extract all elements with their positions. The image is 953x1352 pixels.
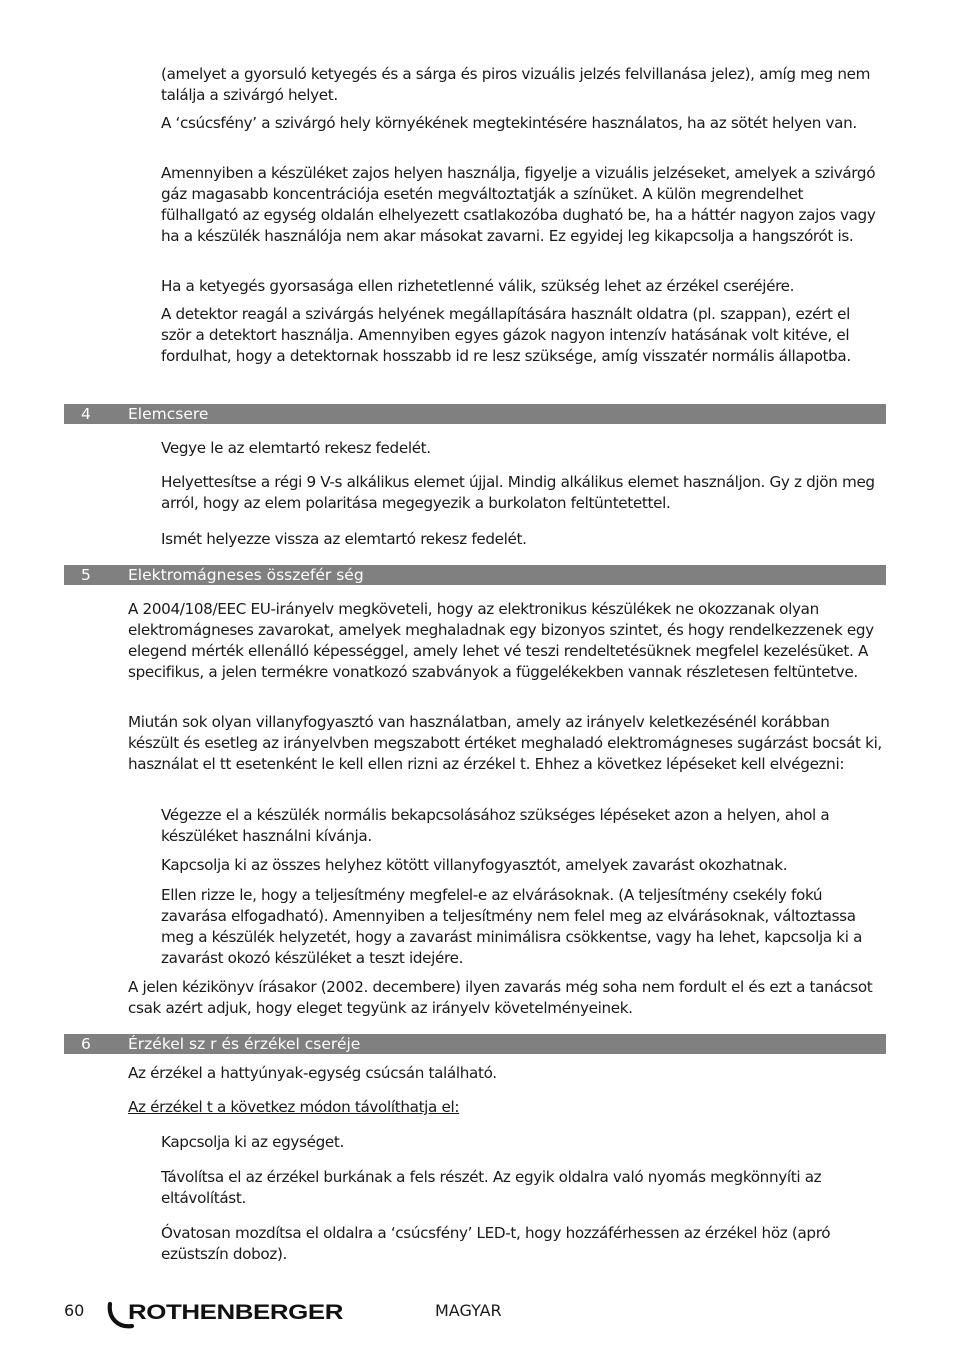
section-heading-bar <box>64 1034 886 1054</box>
section-heading-bar <box>64 565 886 585</box>
section-title: Elektromágneses összefér ség <box>128 566 364 584</box>
paragraph: A detektor reagál a szivárgás helyének megállapítására használt oldatra (pl. szappan), ezért el ször a detektort használja. Amennyiben egyes gázok nagyon intenzív hatásának volt kitéve, el fordulhat, hogy a detektornak hosszabb id re lesz szüksége, amíg visszatér normális állapotba. <box>161 305 851 365</box>
paragraph: Végezze el a készülék normális bekapcsolásához szükséges lépéseket azon a helyen, ahol a készüléket használni kívánja. <box>161 806 830 845</box>
section-number: 4 <box>81 405 91 423</box>
section-heading-bar <box>64 404 886 424</box>
paragraph: Ellen rizze le, hogy a teljesítmény megfelel-e az elvárásoknak. (A teljesítmény csekély fokú zavarása elfogadható). Amennyiben a teljesítmény nem felel meg az elvárásoknak, változtassa meg a készülék helyzetét, hogy a zavarást minimálisra csökkentse, vagy ha lehet, kapcsolja ki a zavarást okozó készüléket a teszt idejére. <box>161 886 863 967</box>
paragraph: Helyettesítse a régi 9 V-s alkálikus elemet újjal. Mindig alkálikus elemet használjon. Gy z djön meg arról, hogy az elem polaritása megegyezik a burkolaton feltüntetettel. <box>161 473 875 512</box>
section-number: 6 <box>81 1035 91 1053</box>
paragraph: Az érzékel a hattyúnyak-egység csúcsán található. <box>128 1064 497 1082</box>
paragraph: (amelyet a gyorsuló ketyegés és a sárga és piros vizuális jelzés felvillanása jelez), amíg meg nem találja a szivárgó helyet. <box>161 65 871 104</box>
page-number: 60 <box>64 1301 85 1320</box>
subheading: Az érzékel t a következ módon távolíthatja el: <box>128 1098 460 1116</box>
paragraph: Ismét helyezze vissza az elemtartó rekesz fedelét. <box>161 530 527 548</box>
section-title: Elemcsere <box>128 405 209 423</box>
paragraph: Kapcsolja ki az egységet. <box>161 1133 344 1151</box>
paragraph: A 2004/108/EEC EU-irányelv megköveteli, hogy az elektronikus készülékek ne okozzanak olyan elektromágneses zavarokat, amelyek meghaladnak egy bizonyos szintet, és hogy rendelkezzenek egy elegend mérték ellenálló képességgel, amely lehet vé teszi rendeltetésüknek megfelel kezelésüket. A specifikus, a jelen termékre vonatkozó szabványok a függelékekben vannak részletesen feltüntetve. <box>128 600 874 681</box>
paragraph: Amennyiben a készüléket zajos helyen használja, figyelje a vizuális jelzéseket, amelyek a szivárgó gáz magasabb koncentrációja esetén megváltoztatják a színüket. A külön megrendelhet fülhallgató az egység oldalán elhelyezett csatlakozóba dugható be, ha a háttér nagyon zajos vagy ha a készülék használója nem akar másokat zavarni. Ez egyidej leg kikapcsolja a hangszórót is. <box>161 164 876 245</box>
paragraph: Ha a ketyegés gyorsasága ellen rizhetetlenné válik, szükség lehet az érzékel cseréjére. <box>161 277 795 295</box>
paragraph: Vegye le az elemtartó rekesz fedelét. <box>161 439 431 457</box>
paragraph: Óvatosan mozdítsa el oldalra a ‘csúcsfény’ LED-t, hogy hozzáférhessen az érzékel höz (apró ezüstszín doboz). <box>161 1224 831 1263</box>
paragraph: Miután sok olyan villanyfogyasztó van használatban, amely az irányelv keletkezésénél korábban készült és esetleg az irányelvben megszabott értéket meghaladó elektromágneses sugárzást bocsát ki, használat el tt esetenként le kell ellen rizni az érzékel t. Ehhez a következ lépéseket kell elvégezni: <box>128 713 882 773</box>
paragraph: Távolítsa el az érzékel burkának a fels részét. Az egyik oldalra való nyomás megkönnyíti az eltávolítást. <box>161 1168 822 1207</box>
paragraph: A ‘csúcsfény’ a szivárgó hely környékének megtekintésére használatos, ha az sötét helyen van. <box>161 114 857 132</box>
language-label: MAGYAR <box>435 1301 502 1320</box>
paragraph: Kapcsolja ki az összes helyhez kötött villanyfogyasztót, amelyek zavarást okozhatnak. <box>161 856 788 874</box>
section-number: 5 <box>81 566 91 584</box>
section-title: Érzékel sz r és érzékel cseréje <box>128 1035 361 1053</box>
paragraph: A jelen kézikönyv írásakor (2002. decembere) ilyen zavarás még soha nem fordult el és ezt a tanácsot csak azért adjuk, hogy eleget tegyünk az irányelv követelményeinek. <box>128 978 873 1017</box>
rothenberger-logo <box>106 1296 346 1330</box>
brand-wordmark: ROTHENBERGER <box>128 1300 344 1324</box>
